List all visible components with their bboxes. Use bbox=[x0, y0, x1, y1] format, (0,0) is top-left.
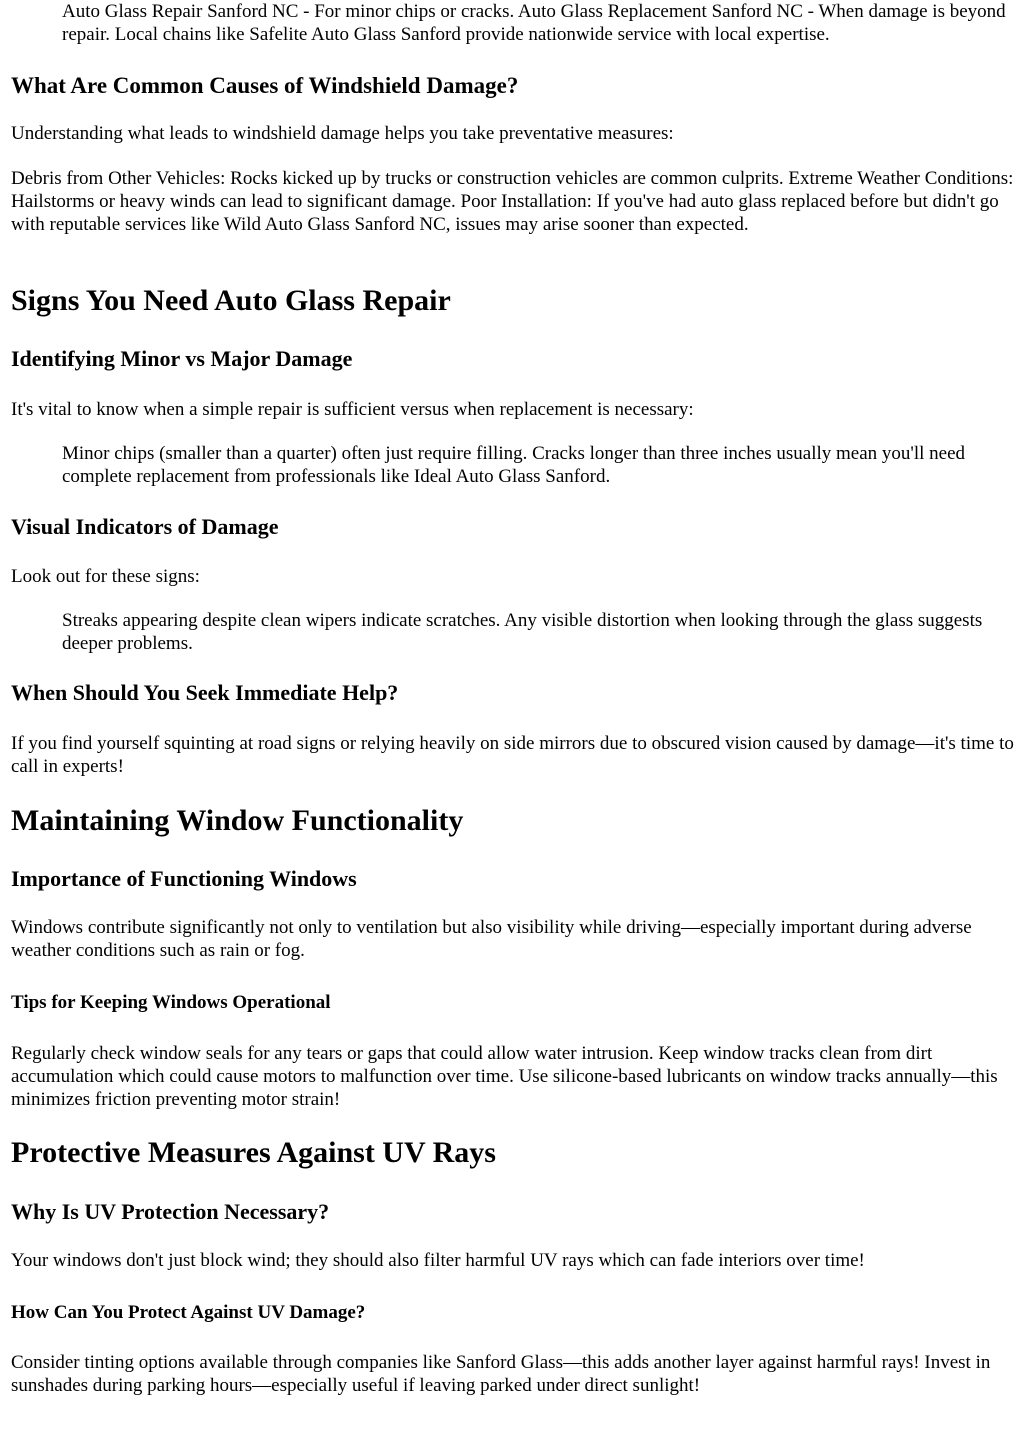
functioning-windows-heading: Importance of Functioning Windows bbox=[11, 866, 357, 891]
functioning-windows-paragraph: Windows contribute significantly not only to ventilation but also visibility while driving—especially important during adverse weather conditions such as rain or fog. bbox=[11, 917, 972, 961]
causes-heading: What Are Common Causes of Windshield Damage? bbox=[11, 73, 519, 98]
immediate-help-heading: When Should You Seek Immediate Help? bbox=[11, 680, 399, 705]
minor-major-heading: Identifying Minor vs Major Damage bbox=[11, 346, 353, 371]
window-tips-heading: Tips for Keeping Windows Operational bbox=[11, 992, 331, 1013]
uv-why-paragraph: Your windows don't just block wind; they should also filter harmful UV rays which can fade interiors over time! bbox=[11, 1250, 865, 1271]
window-tips-paragraph: Regularly check window seals for any tears or gaps that could allow water intrusion. Keep window tracks clean from dirt accumulation which could cause motors to malfunction over time. Use silicone-based lubricants on window tracks annually—this minimizes friction preventing motor strain! bbox=[11, 1043, 998, 1110]
visual-indicators-intro-paragraph: Look out for these signs: bbox=[11, 566, 200, 587]
immediate-help-paragraph: If you find yourself squinting at road signs or relying heavily on side mirrors due to obscured vision caused by damage—it's time to call in experts! bbox=[11, 733, 1014, 777]
intro-blockquote: Auto Glass Repair Sanford NC - For minor chips or cracks. Auto Glass Replacement Sanford NC - When damage is beyond repair. Local chains like Safelite Auto Glass Sanford provide nationwide service with local expertise. bbox=[62, 1, 1006, 45]
signs-section-title: Signs You Need Auto Glass Repair bbox=[11, 284, 451, 317]
uv-how-paragraph: Consider tinting options available through companies like Sanford Glass—this adds another layer against harmful rays! Invest in sunshades during parking hours—especially useful if leaving parked under direct sunlight! bbox=[11, 1352, 991, 1396]
visual-indicators-blockquote: Streaks appearing despite clean wipers indicate scratches. Any visible distortion when looking through the glass suggests deeper problems. bbox=[62, 610, 983, 654]
window-section-title: Maintaining Window Functionality bbox=[11, 804, 464, 837]
causes-intro-paragraph: Understanding what leads to windshield damage helps you take preventative measures: bbox=[11, 123, 674, 144]
visual-indicators-heading: Visual Indicators of Damage bbox=[11, 514, 279, 539]
uv-section-title: Protective Measures Against UV Rays bbox=[11, 1136, 496, 1169]
minor-major-intro-paragraph: It's vital to know when a simple repair is sufficient versus when replacement is necessary: bbox=[11, 399, 694, 420]
minor-major-blockquote: Minor chips (smaller than a quarter) often just require filling. Cracks longer than three inches usually mean you'll need complete replacement from professionals like Ideal Auto Glass Sanford. bbox=[62, 443, 966, 487]
causes-body-paragraph: Debris from Other Vehicles: Rocks kicked up by trucks or construction vehicles are common culprits. Extreme Weather Conditions: Hailstorms or heavy winds can lead to significant damage. Poor Installation: If you've had auto glass replaced before but didn't go with reputable services like Wild Auto Glass Sanford NC, issues may arise sooner than expected. bbox=[11, 168, 1014, 235]
uv-why-heading: Why Is UV Protection Necessary? bbox=[11, 1199, 330, 1224]
uv-how-heading: How Can You Protect Against UV Damage? bbox=[11, 1302, 366, 1323]
